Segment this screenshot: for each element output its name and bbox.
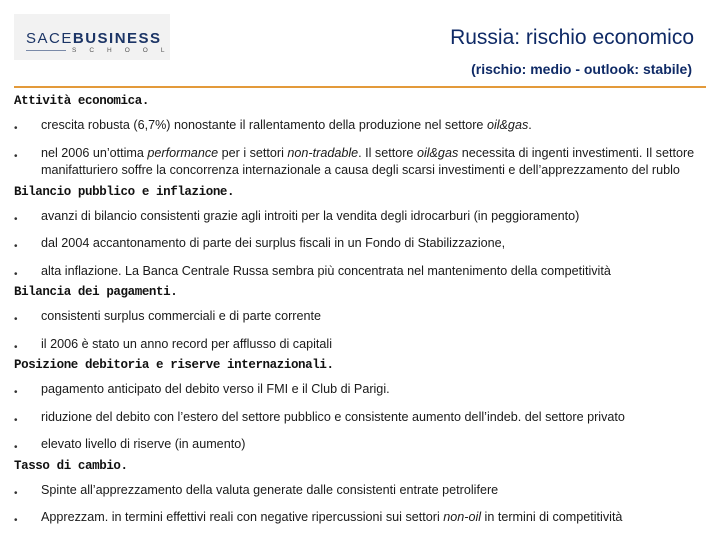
item-text: il 2006 è stato un anno record per afflusso di capitali bbox=[41, 336, 333, 351]
list-item bbox=[14, 379, 708, 402]
bullet-icon: • bbox=[14, 123, 18, 134]
slide-title: Russia: rischio economico bbox=[450, 26, 694, 49]
item-text: riduzione del debito con l’estero del settore pubblico e consistente aumento dell’indeb. del settore privato bbox=[41, 409, 625, 424]
item-text: consistenti surplus commerciali e di parte corrente bbox=[41, 309, 321, 323]
bullet-icon: • bbox=[14, 268, 18, 280]
list-item bbox=[14, 334, 708, 357]
list-item bbox=[14, 115, 708, 138]
sace-business-school-logo bbox=[14, 14, 178, 60]
list-item bbox=[14, 434, 708, 457]
bullet-icon: • bbox=[14, 387, 18, 398]
bullet-icon: • bbox=[14, 515, 18, 526]
bullet-icon: • bbox=[14, 150, 18, 162]
item-text: dal 2004 accantonamento di parte dei surplus fiscali in un Fondo di Stabilizzazione, bbox=[41, 236, 506, 250]
section-heading: Tasso di cambio. bbox=[14, 458, 128, 473]
bullet-icon: • bbox=[14, 241, 18, 252]
logo-wordmark: SACEBUSINESS bbox=[26, 30, 162, 47]
bullet-icon: • bbox=[14, 341, 18, 353]
list-item bbox=[14, 206, 708, 229]
item-text: elevato livello di riserve (in aumento) bbox=[41, 437, 246, 451]
header-divider bbox=[14, 86, 706, 88]
slide-content bbox=[14, 92, 708, 530]
item-text: avanzi di bilancio consistenti grazie agli introiti per la vendita degli idrocarburi (in peggioramento) bbox=[41, 208, 580, 223]
logo-divider bbox=[26, 50, 66, 51]
item-text: Spinte all’apprezzamento della valuta generate dalle consistenti entrate petrolifere bbox=[41, 482, 499, 497]
slide-subtitle: (rischio: medio - outlook: stabile) bbox=[471, 61, 692, 77]
list-item bbox=[14, 233, 708, 256]
bullet-icon: • bbox=[14, 442, 18, 453]
list-item bbox=[14, 407, 708, 430]
item-text: alta inflazione. La Banca Centrale Russa sembra più concentrata nel mantenimento della competitività bbox=[41, 263, 611, 278]
section-heading: Posizione debitoria e riserve internazionali. bbox=[14, 358, 334, 372]
item-text: nel 2006 un’ottima performance per i settori non-tradable. Il settore oil&gas necessita di ingenti investimenti. Il settore manifatturiero soffre la concorrenza internazionale a causa degli scarsi investimenti e dell’apprezzamento del rublo bbox=[41, 145, 695, 177]
list-item bbox=[14, 261, 708, 284]
item-text: pagamento anticipato del debito verso il FMI e il Club di Parigi. bbox=[41, 382, 390, 396]
item-text: Apprezzam. in termini effettivi reali con negative ripercussioni sui settori non-oil in termini di competitività bbox=[41, 510, 623, 524]
list-item bbox=[14, 306, 708, 329]
bullet-icon: • bbox=[14, 487, 18, 499]
bullet-icon: • bbox=[14, 213, 18, 225]
bullet-icon: • bbox=[14, 414, 18, 426]
item-text: crescita robusta (6,7%) nonostante il rallentamento della produzione nel settore oil&gas. bbox=[41, 118, 532, 132]
logo-subtitle: SCHOOL bbox=[72, 47, 178, 54]
list-item bbox=[14, 480, 708, 503]
list-item bbox=[14, 143, 708, 183]
section-heading: Attività economica. bbox=[14, 94, 149, 108]
section-heading: Bilancio pubblico e inflazione. bbox=[14, 184, 235, 199]
section-heading: Bilancia dei pagamenti. bbox=[14, 285, 178, 299]
list-item bbox=[14, 507, 708, 530]
bullet-icon: • bbox=[14, 314, 18, 325]
